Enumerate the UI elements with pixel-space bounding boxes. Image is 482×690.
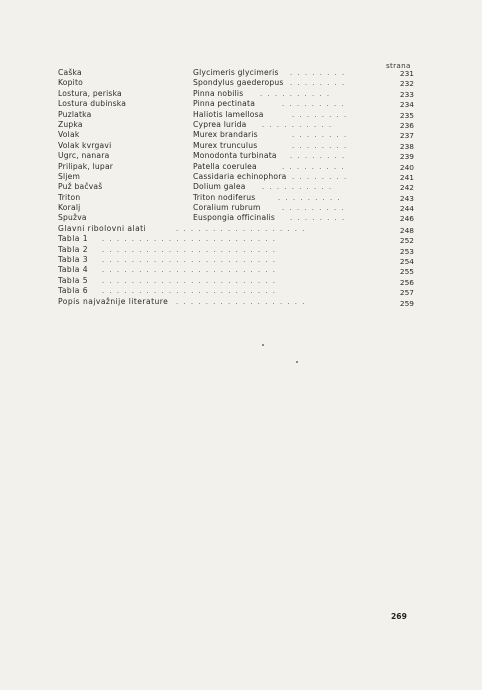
toc-page-number: 256: [399, 277, 414, 287]
dot-leader: ........................: [102, 276, 281, 285]
paper-speck: [296, 361, 298, 363]
dot-leader: ........................: [102, 245, 281, 254]
toc-row: [0, 224, 482, 234]
toc-page-number: 244: [399, 204, 414, 214]
dot-leader: ........: [290, 214, 350, 223]
toc-row: [0, 162, 482, 172]
toc-page-number: 232: [399, 79, 414, 89]
toc-row: [0, 130, 482, 140]
toc-entry-name: Sljem: [58, 171, 81, 181]
dot-leader: ........: [292, 131, 352, 140]
dot-leader: ........................: [102, 266, 281, 275]
toc-page-number: 234: [399, 100, 414, 110]
toc-entry-name: Popis najvažnije literature: [58, 296, 169, 306]
paper-speck: [262, 344, 264, 346]
toc-entry-latin-name: Spondylus gaederopus: [193, 78, 284, 88]
page-number: 269: [391, 612, 407, 621]
toc-entry-name: Zupka: [58, 119, 83, 129]
toc-entry-name: Triton: [58, 192, 81, 202]
toc-page-number: 237: [399, 131, 414, 141]
toc-entry-name: Kopito: [58, 78, 84, 88]
toc-row: [0, 172, 482, 182]
dot-leader: ........................: [102, 287, 281, 296]
toc-entry-latin-name: Glycimeris glycimeris: [193, 68, 279, 77]
toc-row: [0, 78, 482, 88]
toc-entry-name: Tabla 6: [58, 286, 89, 296]
dot-leader: ........: [290, 152, 350, 161]
toc-page-number: 257: [399, 288, 414, 298]
toc-entry-name: Spužva: [58, 213, 87, 223]
toc-entry-name: Lostura, periska: [58, 88, 122, 98]
toc-entry-latin-name: Patella coerulea: [193, 161, 257, 171]
toc-entry-latin-name: Euspongia officinalis: [193, 213, 276, 223]
toc-page-number: 255: [399, 267, 414, 277]
dot-leader: ........................: [102, 235, 281, 244]
toc-row: [0, 193, 482, 203]
dot-leader: .........: [282, 100, 349, 109]
toc-entry-name: Tabla 4: [58, 265, 89, 275]
toc-entry-name: Koralj: [58, 203, 81, 213]
toc-page-number: 242: [399, 183, 414, 193]
dot-leader: ........: [292, 110, 352, 119]
toc-row: [0, 265, 482, 275]
toc-entry-latin-name: Pinna nobilis: [193, 88, 244, 98]
toc-row: [0, 276, 482, 286]
toc-row: [0, 151, 482, 161]
toc-entry-name: Puž bačvaš: [58, 182, 103, 192]
toc-page-number: 231: [399, 69, 414, 78]
toc-page-number: 236: [399, 120, 414, 130]
toc-page-number: 246: [399, 214, 414, 224]
toc-row: [0, 110, 482, 120]
toc-row: [0, 141, 482, 151]
toc-row: [0, 297, 482, 307]
dot-leader: .........: [282, 204, 349, 213]
toc-row: [0, 234, 482, 244]
toc-entry-latin-name: Pinna pectinata: [193, 99, 256, 109]
toc-row: [0, 68, 482, 78]
toc-entry-latin-name: Cassidaria echinophora: [193, 171, 287, 181]
toc-page-number: 238: [399, 141, 414, 151]
toc-entry-name: Volak kvrgavi: [58, 140, 112, 150]
dot-leader: ........: [292, 141, 352, 150]
toc-entry-name: Glavni ribolovni alati: [58, 223, 147, 233]
toc-row: [0, 286, 482, 296]
toc-page-number: 233: [399, 89, 414, 99]
dot-leader: ..........: [262, 120, 337, 129]
dot-leader: ........................: [102, 256, 281, 265]
toc-entry-latin-name: Monodonta turbinata: [193, 151, 277, 161]
page-column-header: strana: [386, 61, 411, 70]
toc-page-number: 243: [399, 193, 414, 203]
toc-page-number: 252: [399, 236, 414, 246]
toc-page-number: 240: [399, 162, 414, 172]
dot-leader: ..................: [176, 224, 310, 233]
toc-entry-latin-name: Murex trunculus: [193, 140, 258, 150]
toc-entry-name: Tabla 3: [58, 255, 89, 265]
toc-row: [0, 213, 482, 223]
dot-leader: ........: [292, 172, 352, 181]
toc-entry-latin-name: Haliotis lamellosa: [193, 109, 264, 119]
toc-entry-name: Puzlatka: [58, 109, 92, 119]
toc-row: [0, 89, 482, 99]
toc-entry-name: Tabla 5: [58, 275, 89, 285]
dot-leader: ..........: [262, 183, 337, 192]
toc-entry-latin-name: Coralium rubrum: [193, 203, 261, 213]
table-of-contents: [0, 68, 482, 307]
toc-page-number: 254: [399, 257, 414, 267]
toc-entry-latin-name: Murex brandaris: [193, 130, 258, 140]
toc-row: [0, 255, 482, 265]
dot-leader: ........: [290, 69, 350, 77]
toc-page-number: 241: [399, 172, 414, 182]
dot-leader: ........: [290, 79, 350, 88]
toc-entry-name: Tabla 1: [58, 234, 89, 244]
toc-page-number: 253: [399, 246, 414, 256]
toc-page-number: 235: [399, 110, 414, 120]
toc-entry-latin-name: Dolium galea: [193, 182, 246, 192]
toc-entry-name: Lostura dubinska: [58, 99, 127, 109]
toc-row: [0, 203, 482, 213]
toc-entry-name: Tabla 2: [58, 244, 89, 254]
toc-entry-name: Ugrc, nanara: [58, 151, 110, 161]
dot-leader: ..........: [260, 89, 335, 98]
toc-entry-name: Volak: [58, 130, 80, 140]
toc-page-number: 248: [399, 225, 414, 235]
toc-entry-name: Prilipak, lupar: [58, 161, 114, 171]
dot-leader: .........: [282, 162, 349, 171]
toc-entry-name: Caška: [58, 68, 82, 77]
dot-leader: ..................: [176, 297, 310, 306]
toc-row: [0, 245, 482, 255]
dot-leader: .........: [278, 193, 345, 202]
toc-page-number: 239: [399, 152, 414, 162]
toc-row: [0, 120, 482, 130]
toc-entry-latin-name: Cyprea lurida: [193, 119, 247, 129]
toc-row: [0, 182, 482, 192]
toc-page-number: 259: [399, 298, 414, 308]
toc-entry-latin-name: Triton nodiferus: [193, 192, 256, 202]
toc-row: [0, 99, 482, 109]
